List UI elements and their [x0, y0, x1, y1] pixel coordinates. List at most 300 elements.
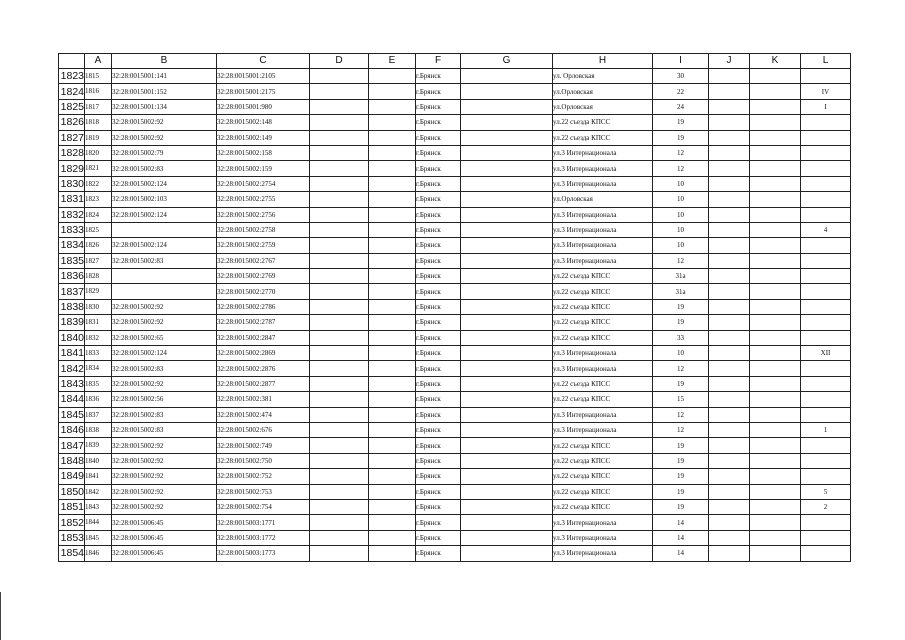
cell-j[interactable] — [709, 69, 750, 84]
cell-b[interactable]: 32:28:0015002:83 — [112, 361, 217, 376]
cell-j[interactable] — [709, 130, 750, 145]
cell-e[interactable] — [369, 315, 416, 330]
cell-a[interactable]: 1825 — [85, 222, 112, 237]
cell-c[interactable]: 32:28:0015001:980 — [217, 99, 310, 114]
cell-k[interactable] — [750, 192, 801, 207]
cell-b[interactable]: 32:28:0015002:92 — [112, 299, 217, 314]
cell-d[interactable] — [310, 99, 369, 114]
cell-d[interactable] — [310, 161, 369, 176]
cell-i[interactable]: 15 — [653, 392, 709, 407]
cell-l[interactable] — [801, 115, 851, 130]
cell-b[interactable]: 32:28:0015002:124 — [112, 346, 217, 361]
cell-f[interactable]: г.Брянск — [416, 284, 461, 299]
cell-f[interactable]: г.Брянск — [416, 530, 461, 545]
cell-h[interactable]: ул.3 Интернационала — [553, 546, 653, 561]
cell-e[interactable] — [369, 453, 416, 468]
cell-i[interactable]: 19 — [653, 484, 709, 499]
cell-h[interactable]: ул.22 съезда КПСС — [553, 330, 653, 345]
cell-g[interactable] — [461, 392, 553, 407]
cell-l[interactable] — [801, 315, 851, 330]
cell-e[interactable] — [369, 330, 416, 345]
cell-e[interactable] — [369, 222, 416, 237]
cell-j[interactable] — [709, 269, 750, 284]
cell-d[interactable] — [310, 176, 369, 191]
cell-g[interactable] — [461, 469, 553, 484]
cell-j[interactable] — [709, 453, 750, 468]
cell-d[interactable] — [310, 499, 369, 514]
cell-g[interactable] — [461, 484, 553, 499]
cell-k[interactable] — [750, 99, 801, 114]
row-number[interactable]: 1826 — [59, 115, 85, 130]
cell-k[interactable] — [750, 499, 801, 514]
cell-h[interactable]: ул.3 Интернационала — [553, 361, 653, 376]
cell-g[interactable] — [461, 284, 553, 299]
cell-b[interactable]: 32:28:0015002:92 — [112, 376, 217, 391]
cell-a[interactable]: 1843 — [85, 499, 112, 514]
cell-a[interactable]: 1823 — [85, 192, 112, 207]
cell-g[interactable] — [461, 253, 553, 268]
cell-c[interactable]: 32:28:0015002:2759 — [217, 238, 310, 253]
cell-l[interactable]: IV — [801, 84, 851, 99]
cell-i[interactable]: 12 — [653, 422, 709, 437]
cell-k[interactable] — [750, 407, 801, 422]
cell-g[interactable] — [461, 438, 553, 453]
cell-a[interactable]: 1827 — [85, 253, 112, 268]
cell-k[interactable] — [750, 299, 801, 314]
cell-b[interactable]: 32:28:0015002:65 — [112, 330, 217, 345]
cell-h[interactable]: ул.3 Интернационала — [553, 222, 653, 237]
cell-j[interactable] — [709, 99, 750, 114]
cell-a[interactable]: 1836 — [85, 392, 112, 407]
cell-g[interactable] — [461, 84, 553, 99]
row-number[interactable]: 1841 — [59, 346, 85, 361]
cell-i[interactable]: 19 — [653, 438, 709, 453]
cell-e[interactable] — [369, 284, 416, 299]
cell-l[interactable] — [801, 284, 851, 299]
cell-b[interactable]: 32:28:0015002:92 — [112, 469, 217, 484]
cell-j[interactable] — [709, 361, 750, 376]
cell-h[interactable]: ул.3 Интернационала — [553, 253, 653, 268]
cell-e[interactable] — [369, 145, 416, 160]
cell-f[interactable]: г.Брянск — [416, 253, 461, 268]
cell-l[interactable] — [801, 530, 851, 545]
cell-i[interactable]: 19 — [653, 453, 709, 468]
column-header-h[interactable]: H — [553, 54, 653, 69]
cell-a[interactable]: 1822 — [85, 176, 112, 191]
cell-d[interactable] — [310, 238, 369, 253]
column-header-f[interactable]: F — [416, 54, 461, 69]
cell-a[interactable]: 1846 — [85, 546, 112, 561]
cell-f[interactable]: г.Брянск — [416, 84, 461, 99]
cell-f[interactable]: г.Брянск — [416, 269, 461, 284]
row-number[interactable]: 1824 — [59, 84, 85, 99]
cell-a[interactable]: 1821 — [85, 161, 112, 176]
cell-j[interactable] — [709, 499, 750, 514]
cell-f[interactable]: г.Брянск — [416, 422, 461, 437]
cell-f[interactable]: г.Брянск — [416, 207, 461, 222]
cell-a[interactable]: 1818 — [85, 115, 112, 130]
cell-k[interactable] — [750, 315, 801, 330]
cell-h[interactable]: ул.3 Интернационала — [553, 176, 653, 191]
cell-e[interactable] — [369, 422, 416, 437]
cell-i[interactable]: 10 — [653, 176, 709, 191]
cell-c[interactable]: 32:28:0015003:1773 — [217, 546, 310, 561]
row-number[interactable]: 1842 — [59, 361, 85, 376]
cell-d[interactable] — [310, 438, 369, 453]
cell-c[interactable]: 32:28:0015002:2847 — [217, 330, 310, 345]
cell-f[interactable]: г.Брянск — [416, 115, 461, 130]
cell-i[interactable]: 30 — [653, 69, 709, 84]
cell-f[interactable]: г.Брянск — [416, 330, 461, 345]
cell-i[interactable]: 19 — [653, 469, 709, 484]
cell-f[interactable]: г.Брянск — [416, 161, 461, 176]
cell-b[interactable]: 32:28:0015001:152 — [112, 84, 217, 99]
cell-a[interactable]: 1817 — [85, 99, 112, 114]
cell-b[interactable]: 32:28:0015002:124 — [112, 207, 217, 222]
row-number[interactable]: 1830 — [59, 176, 85, 191]
cell-j[interactable] — [709, 330, 750, 345]
cell-g[interactable] — [461, 238, 553, 253]
cell-h[interactable]: ул.22 съезда КПСС — [553, 499, 653, 514]
cell-h[interactable]: ул.22 съезда КПСС — [553, 130, 653, 145]
cell-b[interactable]: 32:28:0015002:83 — [112, 161, 217, 176]
cell-a[interactable]: 1833 — [85, 346, 112, 361]
cell-l[interactable] — [801, 69, 851, 84]
cell-b[interactable]: 32:28:0015002:83 — [112, 407, 217, 422]
cell-i[interactable]: 12 — [653, 407, 709, 422]
row-number[interactable]: 1823 — [59, 69, 85, 84]
cell-g[interactable] — [461, 361, 553, 376]
cell-g[interactable] — [461, 176, 553, 191]
cell-h[interactable]: ул.3 Интернационала — [553, 407, 653, 422]
cell-f[interactable]: г.Брянск — [416, 69, 461, 84]
cell-j[interactable] — [709, 207, 750, 222]
cell-e[interactable] — [369, 438, 416, 453]
cell-c[interactable]: 32:28:0015002:2756 — [217, 207, 310, 222]
cell-a[interactable]: 1819 — [85, 130, 112, 145]
column-header-a[interactable]: A — [85, 54, 112, 69]
cell-i[interactable]: 14 — [653, 546, 709, 561]
cell-a[interactable]: 1829 — [85, 284, 112, 299]
cell-d[interactable] — [310, 145, 369, 160]
cell-g[interactable] — [461, 407, 553, 422]
cell-j[interactable] — [709, 392, 750, 407]
cell-l[interactable] — [801, 376, 851, 391]
row-number[interactable]: 1847 — [59, 438, 85, 453]
cell-k[interactable] — [750, 69, 801, 84]
cell-i[interactable]: 19 — [653, 130, 709, 145]
cell-j[interactable] — [709, 253, 750, 268]
cell-b[interactable]: 32:28:0015002:92 — [112, 484, 217, 499]
row-number[interactable]: 1846 — [59, 422, 85, 437]
column-header-e[interactable]: E — [369, 54, 416, 69]
cell-i[interactable]: 24 — [653, 99, 709, 114]
cell-k[interactable] — [750, 346, 801, 361]
cell-f[interactable]: г.Брянск — [416, 376, 461, 391]
column-header-k[interactable]: K — [750, 54, 801, 69]
cell-d[interactable] — [310, 115, 369, 130]
cell-h[interactable]: ул.22 съезда КПСС — [553, 269, 653, 284]
cell-f[interactable]: г.Брянск — [416, 130, 461, 145]
cell-k[interactable] — [750, 84, 801, 99]
cell-a[interactable]: 1831 — [85, 315, 112, 330]
column-header-l[interactable]: L — [801, 54, 851, 69]
cell-a[interactable]: 1845 — [85, 530, 112, 545]
cell-b[interactable]: 32:28:0015002:83 — [112, 253, 217, 268]
cell-g[interactable] — [461, 530, 553, 545]
cell-c[interactable]: 32:28:0015002:159 — [217, 161, 310, 176]
cell-h[interactable]: ул.22 съезда КПСС — [553, 484, 653, 499]
cell-i[interactable]: 22 — [653, 84, 709, 99]
cell-h[interactable]: ул.Орловская — [553, 84, 653, 99]
cell-i[interactable]: 10 — [653, 238, 709, 253]
cell-a[interactable]: 1840 — [85, 453, 112, 468]
cell-l[interactable] — [801, 469, 851, 484]
cell-g[interactable] — [461, 222, 553, 237]
cell-l[interactable] — [801, 192, 851, 207]
cell-l[interactable]: 4 — [801, 222, 851, 237]
cell-j[interactable] — [709, 407, 750, 422]
cell-h[interactable]: ул.3 Интернационала — [553, 145, 653, 160]
cell-k[interactable] — [750, 453, 801, 468]
cell-i[interactable]: 12 — [653, 145, 709, 160]
cell-a[interactable]: 1834 — [85, 361, 112, 376]
cell-i[interactable]: 31а — [653, 284, 709, 299]
cell-h[interactable]: ул.22 съезда КПСС — [553, 438, 653, 453]
cell-e[interactable] — [369, 207, 416, 222]
cell-c[interactable]: 32:28:0015002:2876 — [217, 361, 310, 376]
cell-d[interactable] — [310, 253, 369, 268]
cell-c[interactable]: 32:28:0015002:148 — [217, 115, 310, 130]
cell-e[interactable] — [369, 469, 416, 484]
cell-k[interactable] — [750, 284, 801, 299]
row-number[interactable]: 1837 — [59, 284, 85, 299]
corner-cell[interactable] — [59, 54, 85, 69]
cell-k[interactable] — [750, 546, 801, 561]
cell-a[interactable]: 1824 — [85, 207, 112, 222]
cell-k[interactable] — [750, 376, 801, 391]
cell-k[interactable] — [750, 484, 801, 499]
cell-e[interactable] — [369, 499, 416, 514]
cell-i[interactable]: 19 — [653, 115, 709, 130]
cell-l[interactable]: 5 — [801, 484, 851, 499]
row-number[interactable]: 1835 — [59, 253, 85, 268]
cell-i[interactable]: 10 — [653, 192, 709, 207]
cell-h[interactable]: ул.Орловская — [553, 99, 653, 114]
cell-f[interactable]: г.Брянск — [416, 299, 461, 314]
row-number[interactable]: 1827 — [59, 130, 85, 145]
row-number[interactable]: 1849 — [59, 469, 85, 484]
cell-f[interactable]: г.Брянск — [416, 546, 461, 561]
cell-f[interactable]: г.Брянск — [416, 238, 461, 253]
cell-j[interactable] — [709, 546, 750, 561]
cell-a[interactable]: 1837 — [85, 407, 112, 422]
row-number[interactable]: 1840 — [59, 330, 85, 345]
row-number[interactable]: 1832 — [59, 207, 85, 222]
column-header-c[interactable]: C — [217, 54, 310, 69]
cell-h[interactable]: ул. Орловская — [553, 69, 653, 84]
cell-b[interactable]: 32:28:0015006:45 — [112, 546, 217, 561]
row-number[interactable]: 1851 — [59, 499, 85, 514]
cell-j[interactable] — [709, 515, 750, 530]
cell-k[interactable] — [750, 469, 801, 484]
cell-g[interactable] — [461, 499, 553, 514]
cell-g[interactable] — [461, 99, 553, 114]
cell-b[interactable] — [112, 222, 217, 237]
cell-j[interactable] — [709, 530, 750, 545]
cell-g[interactable] — [461, 346, 553, 361]
cell-l[interactable] — [801, 392, 851, 407]
cell-d[interactable] — [310, 269, 369, 284]
cell-j[interactable] — [709, 376, 750, 391]
cell-k[interactable] — [750, 145, 801, 160]
cell-g[interactable] — [461, 546, 553, 561]
cell-e[interactable] — [369, 238, 416, 253]
cell-g[interactable] — [461, 515, 553, 530]
cell-f[interactable]: г.Брянск — [416, 438, 461, 453]
cell-k[interactable] — [750, 207, 801, 222]
cell-j[interactable] — [709, 484, 750, 499]
cell-c[interactable]: 32:28:0015002:754 — [217, 499, 310, 514]
cell-g[interactable] — [461, 315, 553, 330]
cell-d[interactable] — [310, 392, 369, 407]
cell-a[interactable]: 1835 — [85, 376, 112, 391]
row-number[interactable]: 1839 — [59, 315, 85, 330]
cell-a[interactable]: 1828 — [85, 269, 112, 284]
cell-e[interactable] — [369, 407, 416, 422]
cell-g[interactable] — [461, 422, 553, 437]
cell-h[interactable]: ул.22 съезда КПСС — [553, 315, 653, 330]
cell-f[interactable]: г.Брянск — [416, 407, 461, 422]
cell-a[interactable]: 1815 — [85, 69, 112, 84]
cell-l[interactable] — [801, 515, 851, 530]
cell-h[interactable]: ул.3 Интернационала — [553, 530, 653, 545]
cell-b[interactable]: 32:28:0015002:79 — [112, 145, 217, 160]
cell-b[interactable]: 32:28:0015002:56 — [112, 392, 217, 407]
cell-g[interactable] — [461, 115, 553, 130]
cell-d[interactable] — [310, 84, 369, 99]
cell-l[interactable] — [801, 361, 851, 376]
cell-g[interactable] — [461, 145, 553, 160]
cell-l[interactable]: XII — [801, 346, 851, 361]
cell-c[interactable]: 32:28:0015002:158 — [217, 145, 310, 160]
cell-e[interactable] — [369, 161, 416, 176]
cell-f[interactable]: г.Брянск — [416, 346, 461, 361]
cell-b[interactable]: 32:28:0015002:124 — [112, 238, 217, 253]
cell-j[interactable] — [709, 238, 750, 253]
row-number[interactable]: 1825 — [59, 99, 85, 114]
cell-b[interactable]: 32:28:0015001:134 — [112, 99, 217, 114]
cell-d[interactable] — [310, 346, 369, 361]
cell-l[interactable] — [801, 130, 851, 145]
row-number[interactable]: 1853 — [59, 530, 85, 545]
cell-e[interactable] — [369, 361, 416, 376]
cell-i[interactable]: 19 — [653, 315, 709, 330]
cell-e[interactable] — [369, 299, 416, 314]
cell-c[interactable]: 32:28:0015002:2877 — [217, 376, 310, 391]
row-number[interactable]: 1829 — [59, 161, 85, 176]
row-number[interactable]: 1854 — [59, 546, 85, 561]
cell-a[interactable]: 1838 — [85, 422, 112, 437]
cell-e[interactable] — [369, 346, 416, 361]
cell-f[interactable]: г.Брянск — [416, 192, 461, 207]
cell-a[interactable]: 1839 — [85, 438, 112, 453]
cell-g[interactable] — [461, 130, 553, 145]
cell-c[interactable]: 32:28:0015002:149 — [217, 130, 310, 145]
cell-l[interactable] — [801, 161, 851, 176]
row-number[interactable]: 1845 — [59, 407, 85, 422]
cell-h[interactable]: ул.3 Интернационала — [553, 161, 653, 176]
cell-i[interactable]: 14 — [653, 515, 709, 530]
column-header-i[interactable]: I — [653, 54, 709, 69]
cell-d[interactable] — [310, 69, 369, 84]
column-header-d[interactable]: D — [310, 54, 369, 69]
cell-b[interactable]: 32:28:0015002:124 — [112, 176, 217, 191]
row-number[interactable]: 1833 — [59, 222, 85, 237]
cell-f[interactable]: г.Брянск — [416, 484, 461, 499]
cell-e[interactable] — [369, 530, 416, 545]
cell-j[interactable] — [709, 192, 750, 207]
cell-i[interactable]: 12 — [653, 361, 709, 376]
cell-b[interactable]: 32:28:0015002:103 — [112, 192, 217, 207]
cell-h[interactable]: ул.22 съезда КПСС — [553, 299, 653, 314]
row-number[interactable]: 1834 — [59, 238, 85, 253]
cell-k[interactable] — [750, 161, 801, 176]
cell-l[interactable]: 2 — [801, 499, 851, 514]
cell-d[interactable] — [310, 484, 369, 499]
cell-c[interactable]: 32:28:0015002:2869 — [217, 346, 310, 361]
cell-d[interactable] — [310, 422, 369, 437]
cell-h[interactable]: ул.3 Интернационала — [553, 207, 653, 222]
cell-d[interactable] — [310, 530, 369, 545]
cell-l[interactable]: I — [801, 99, 851, 114]
cell-h[interactable]: ул.3 Интернационала — [553, 238, 653, 253]
cell-c[interactable]: 32:28:0015002:753 — [217, 484, 310, 499]
cell-e[interactable] — [369, 99, 416, 114]
cell-l[interactable] — [801, 407, 851, 422]
cell-f[interactable]: г.Брянск — [416, 499, 461, 514]
cell-i[interactable]: 33 — [653, 330, 709, 345]
cell-b[interactable]: 32:28:0015002:92 — [112, 115, 217, 130]
cell-d[interactable] — [310, 361, 369, 376]
cell-c[interactable]: 32:28:0015002:381 — [217, 392, 310, 407]
cell-d[interactable] — [310, 469, 369, 484]
cell-h[interactable]: ул.22 съезда КПСС — [553, 376, 653, 391]
cell-f[interactable]: г.Брянск — [416, 222, 461, 237]
cell-g[interactable] — [461, 299, 553, 314]
cell-f[interactable]: г.Брянск — [416, 176, 461, 191]
cell-d[interactable] — [310, 284, 369, 299]
cell-f[interactable]: г.Брянск — [416, 515, 461, 530]
cell-b[interactable] — [112, 284, 217, 299]
row-number[interactable]: 1852 — [59, 515, 85, 530]
cell-e[interactable] — [369, 192, 416, 207]
cell-d[interactable] — [310, 192, 369, 207]
cell-b[interactable]: 32:28:0015001:141 — [112, 69, 217, 84]
cell-i[interactable]: 12 — [653, 253, 709, 268]
cell-j[interactable] — [709, 222, 750, 237]
cell-h[interactable]: ул.22 съезда КПСС — [553, 392, 653, 407]
cell-k[interactable] — [750, 422, 801, 437]
cell-f[interactable]: г.Брянск — [416, 145, 461, 160]
row-number[interactable]: 1848 — [59, 453, 85, 468]
cell-a[interactable]: 1842 — [85, 484, 112, 499]
cell-i[interactable]: 10 — [653, 222, 709, 237]
cell-h[interactable]: ул.Орловская — [553, 192, 653, 207]
cell-g[interactable] — [461, 330, 553, 345]
cell-j[interactable] — [709, 161, 750, 176]
cell-d[interactable] — [310, 407, 369, 422]
